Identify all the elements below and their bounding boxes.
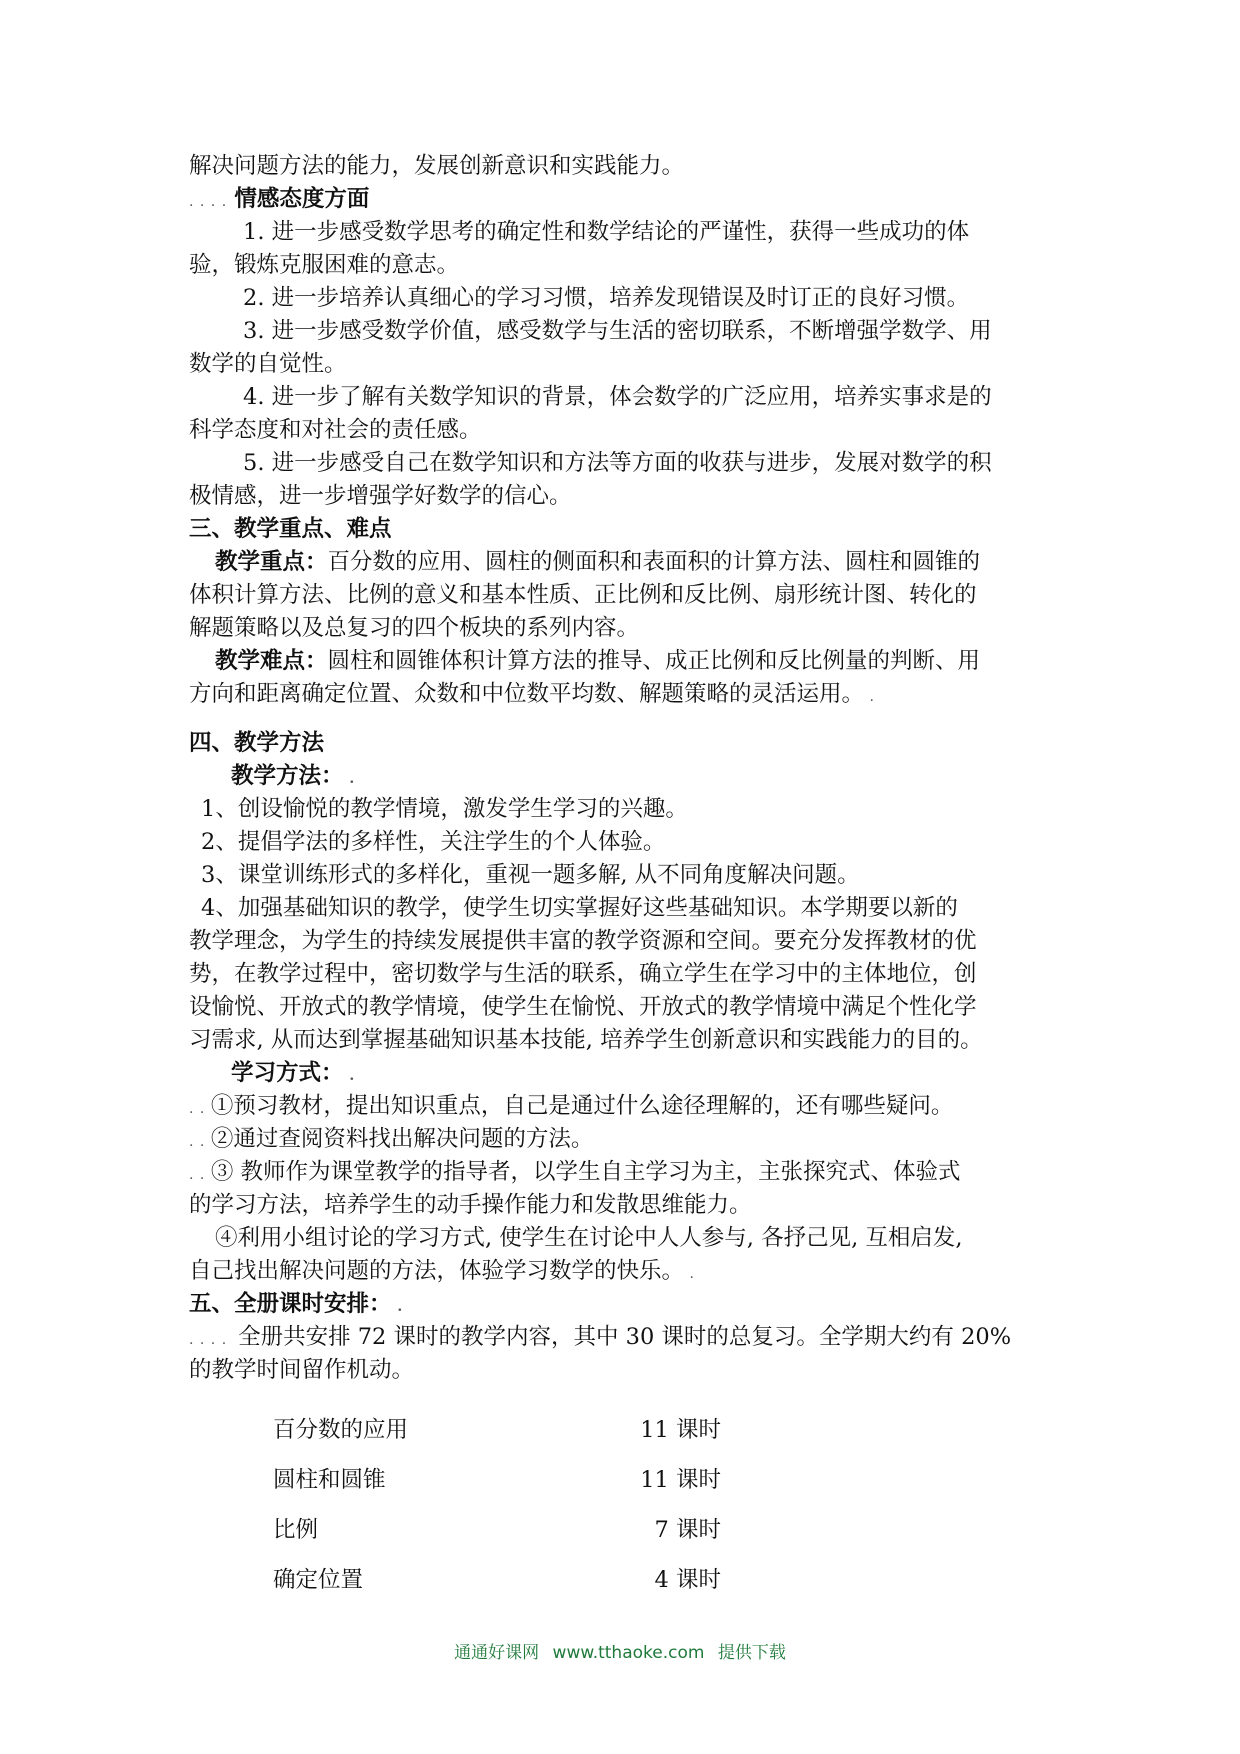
table-row	[273, 1505, 1057, 1555]
text-line: 设愉悦、开放式的教学情境，使学生在愉悦、开放式的教学情境中满足个性化学	[189, 994, 977, 1020]
text-line: 验，锻炼克服困难的意志。	[189, 252, 460, 278]
leader-dots: .	[684, 1266, 695, 1282]
key-points-text: 百分数的应用、圆柱的侧面积和表面积的计算方法、圆柱和圆锥的	[327, 549, 981, 575]
leader-dots: .	[343, 771, 356, 787]
text-line: 5. 进一步感受自己在数学知识和方法等方面的收获与进步，发展对数学的积	[243, 450, 992, 476]
unit-hours: 11 课时	[640, 1466, 721, 1493]
methods-subheading	[189, 760, 1057, 793]
text-line	[189, 1255, 1057, 1288]
section-heading: 四、教学方法	[189, 730, 325, 756]
text-line	[189, 1321, 1057, 1354]
text-line: 2. 进一步培养认真细心的学习习惯，培养发现错误及时订正的良好习惯。	[243, 285, 970, 311]
unit-name: 比例	[273, 1516, 319, 1543]
list-item	[189, 1156, 1057, 1189]
list-item	[189, 1123, 1057, 1156]
text-line: 势，在教学过程中，密切数学与生活的联系，确立学生在学习中的主体地位，创	[189, 961, 977, 987]
leader-dots: .	[343, 1068, 356, 1084]
study-item-text: 自己找出解决问题的方法，体验学习数学的快乐。	[189, 1258, 685, 1284]
text-line: 数学的自觉性。	[189, 351, 347, 377]
document-body	[189, 150, 1057, 1605]
section5-heading-text: 五、全册课时安排：	[189, 1291, 392, 1317]
leader-dots: . . . .	[189, 194, 228, 210]
key-points-line	[189, 546, 1057, 579]
difficulties-text: 圆柱和圆锥体积计算方法的推导、成正比例和反比例量的判断、用	[327, 648, 981, 674]
difficulties-text-cont: 方向和距离确定位置、众数和中位数平均数、解题策略的灵活运用。	[189, 681, 865, 707]
unit-name: 百分数的应用	[273, 1416, 409, 1443]
schedule-table	[189, 1405, 1057, 1605]
list-item: 4、加强基础知识的教学，使学生切实掌握好这些基础知识。本学期要以新的	[201, 895, 958, 921]
schedule-text: 全册共安排 72 课时的教学内容，其中 30 课时的总复习。全学期大约有 20%	[238, 1324, 1012, 1350]
table-row	[273, 1555, 1057, 1605]
emotion-heading	[189, 183, 1057, 216]
text-line: 3. 进一步感受数学价值，感受数学与生活的密切联系，不断增强学数学、用	[243, 318, 992, 344]
section-heading	[189, 1288, 1057, 1321]
leader-dots: . .	[189, 1134, 211, 1150]
unit-hours: 4 课时	[654, 1566, 721, 1593]
text-line: 习需求, 从而达到掌握基础知识基本技能, 培养学生创新意识和实践能力的目的。	[189, 1027, 983, 1053]
table-row	[273, 1455, 1057, 1505]
difficulties-line	[189, 645, 1057, 678]
list-item: 1、创设愉悦的教学情境，激发学生学习的兴趣。	[201, 796, 688, 822]
text-line: 解题策略以及总复习的四个板块的系列内容。	[189, 615, 640, 641]
leader-dots: .	[391, 1299, 404, 1315]
text-line: 1. 进一步感受数学思考的确定性和数学结论的严谨性，获得一些成功的体	[243, 219, 970, 245]
spacer	[189, 711, 1057, 727]
footer-site-name: 通通好课网	[454, 1643, 540, 1663]
unit-hours: 7 课时	[654, 1516, 721, 1543]
list-item: 2、提倡学法的多样性，关注学生的个人体验。	[201, 829, 666, 855]
study-item-text: ③ 教师作为课堂教学的指导者，以学生自主学习为主，主张探究式、体验式	[210, 1159, 961, 1185]
list-item	[189, 1090, 1057, 1123]
list-item: 3、课堂训练形式的多样化，重视一题多解, 从不同角度解决问题。	[201, 862, 860, 888]
text-line: 科学态度和对社会的责任感。	[189, 417, 482, 443]
difficulties-label: 教学难点：	[215, 648, 328, 674]
leader-dots: . .	[189, 1101, 211, 1117]
text-line: 的教学时间留作机动。	[189, 1357, 415, 1383]
leader-dots: . . . .	[189, 1332, 239, 1348]
page-footer	[0, 1638, 1240, 1663]
text-line: 教学理念，为学生的持续发展提供丰富的教学资源和空间。要充分发挥教材的优	[189, 928, 977, 954]
list-item: ④利用小组讨论的学习方式, 使学生在讨论中人人参与, 各抒己见, 互相启发,	[215, 1225, 963, 1251]
study-label: 学习方式：	[231, 1060, 344, 1086]
text-line: 解决问题方法的能力，发展创新意识和实践能力。	[189, 153, 685, 179]
leader-dots: . .	[189, 1167, 211, 1183]
methods-label: 教学方法：	[231, 763, 344, 789]
leader-dots: .	[864, 689, 875, 705]
footer-url-link[interactable]: www.tthaoke.com	[552, 1643, 705, 1663]
unit-name: 圆柱和圆锥	[273, 1466, 386, 1493]
table-row	[273, 1405, 1057, 1455]
section-heading: 三、教学重点、难点	[189, 516, 392, 542]
text-line: 极情感，进一步增强学好数学的信心。	[189, 483, 572, 509]
unit-name: 确定位置	[273, 1566, 364, 1593]
unit-hours: 11 课时	[640, 1416, 721, 1443]
footer-suffix: 提供下载	[717, 1643, 786, 1663]
key-points-label: 教学重点：	[215, 549, 328, 575]
text-line: 体积计算方法、比例的意义和基本性质、正比例和反比例、扇形统计图、转化的	[189, 582, 977, 608]
text-line	[189, 678, 1057, 711]
study-subheading	[189, 1057, 1057, 1090]
emotion-heading-text: 情感态度方面	[234, 186, 370, 212]
study-item-text: ①预习教材，提出知识重点，自己是通过什么途径理解的，还有哪些疑问。	[210, 1093, 954, 1119]
text-line: 的学习方法，培养学生的动手操作能力和发散思维能力。	[189, 1192, 752, 1218]
text-line: 4. 进一步了解有关数学知识的背景，体会数学的广泛应用，培养实事求是的	[243, 384, 992, 410]
study-item-text: ②通过查阅资料找出解决问题的方法。	[210, 1126, 594, 1152]
